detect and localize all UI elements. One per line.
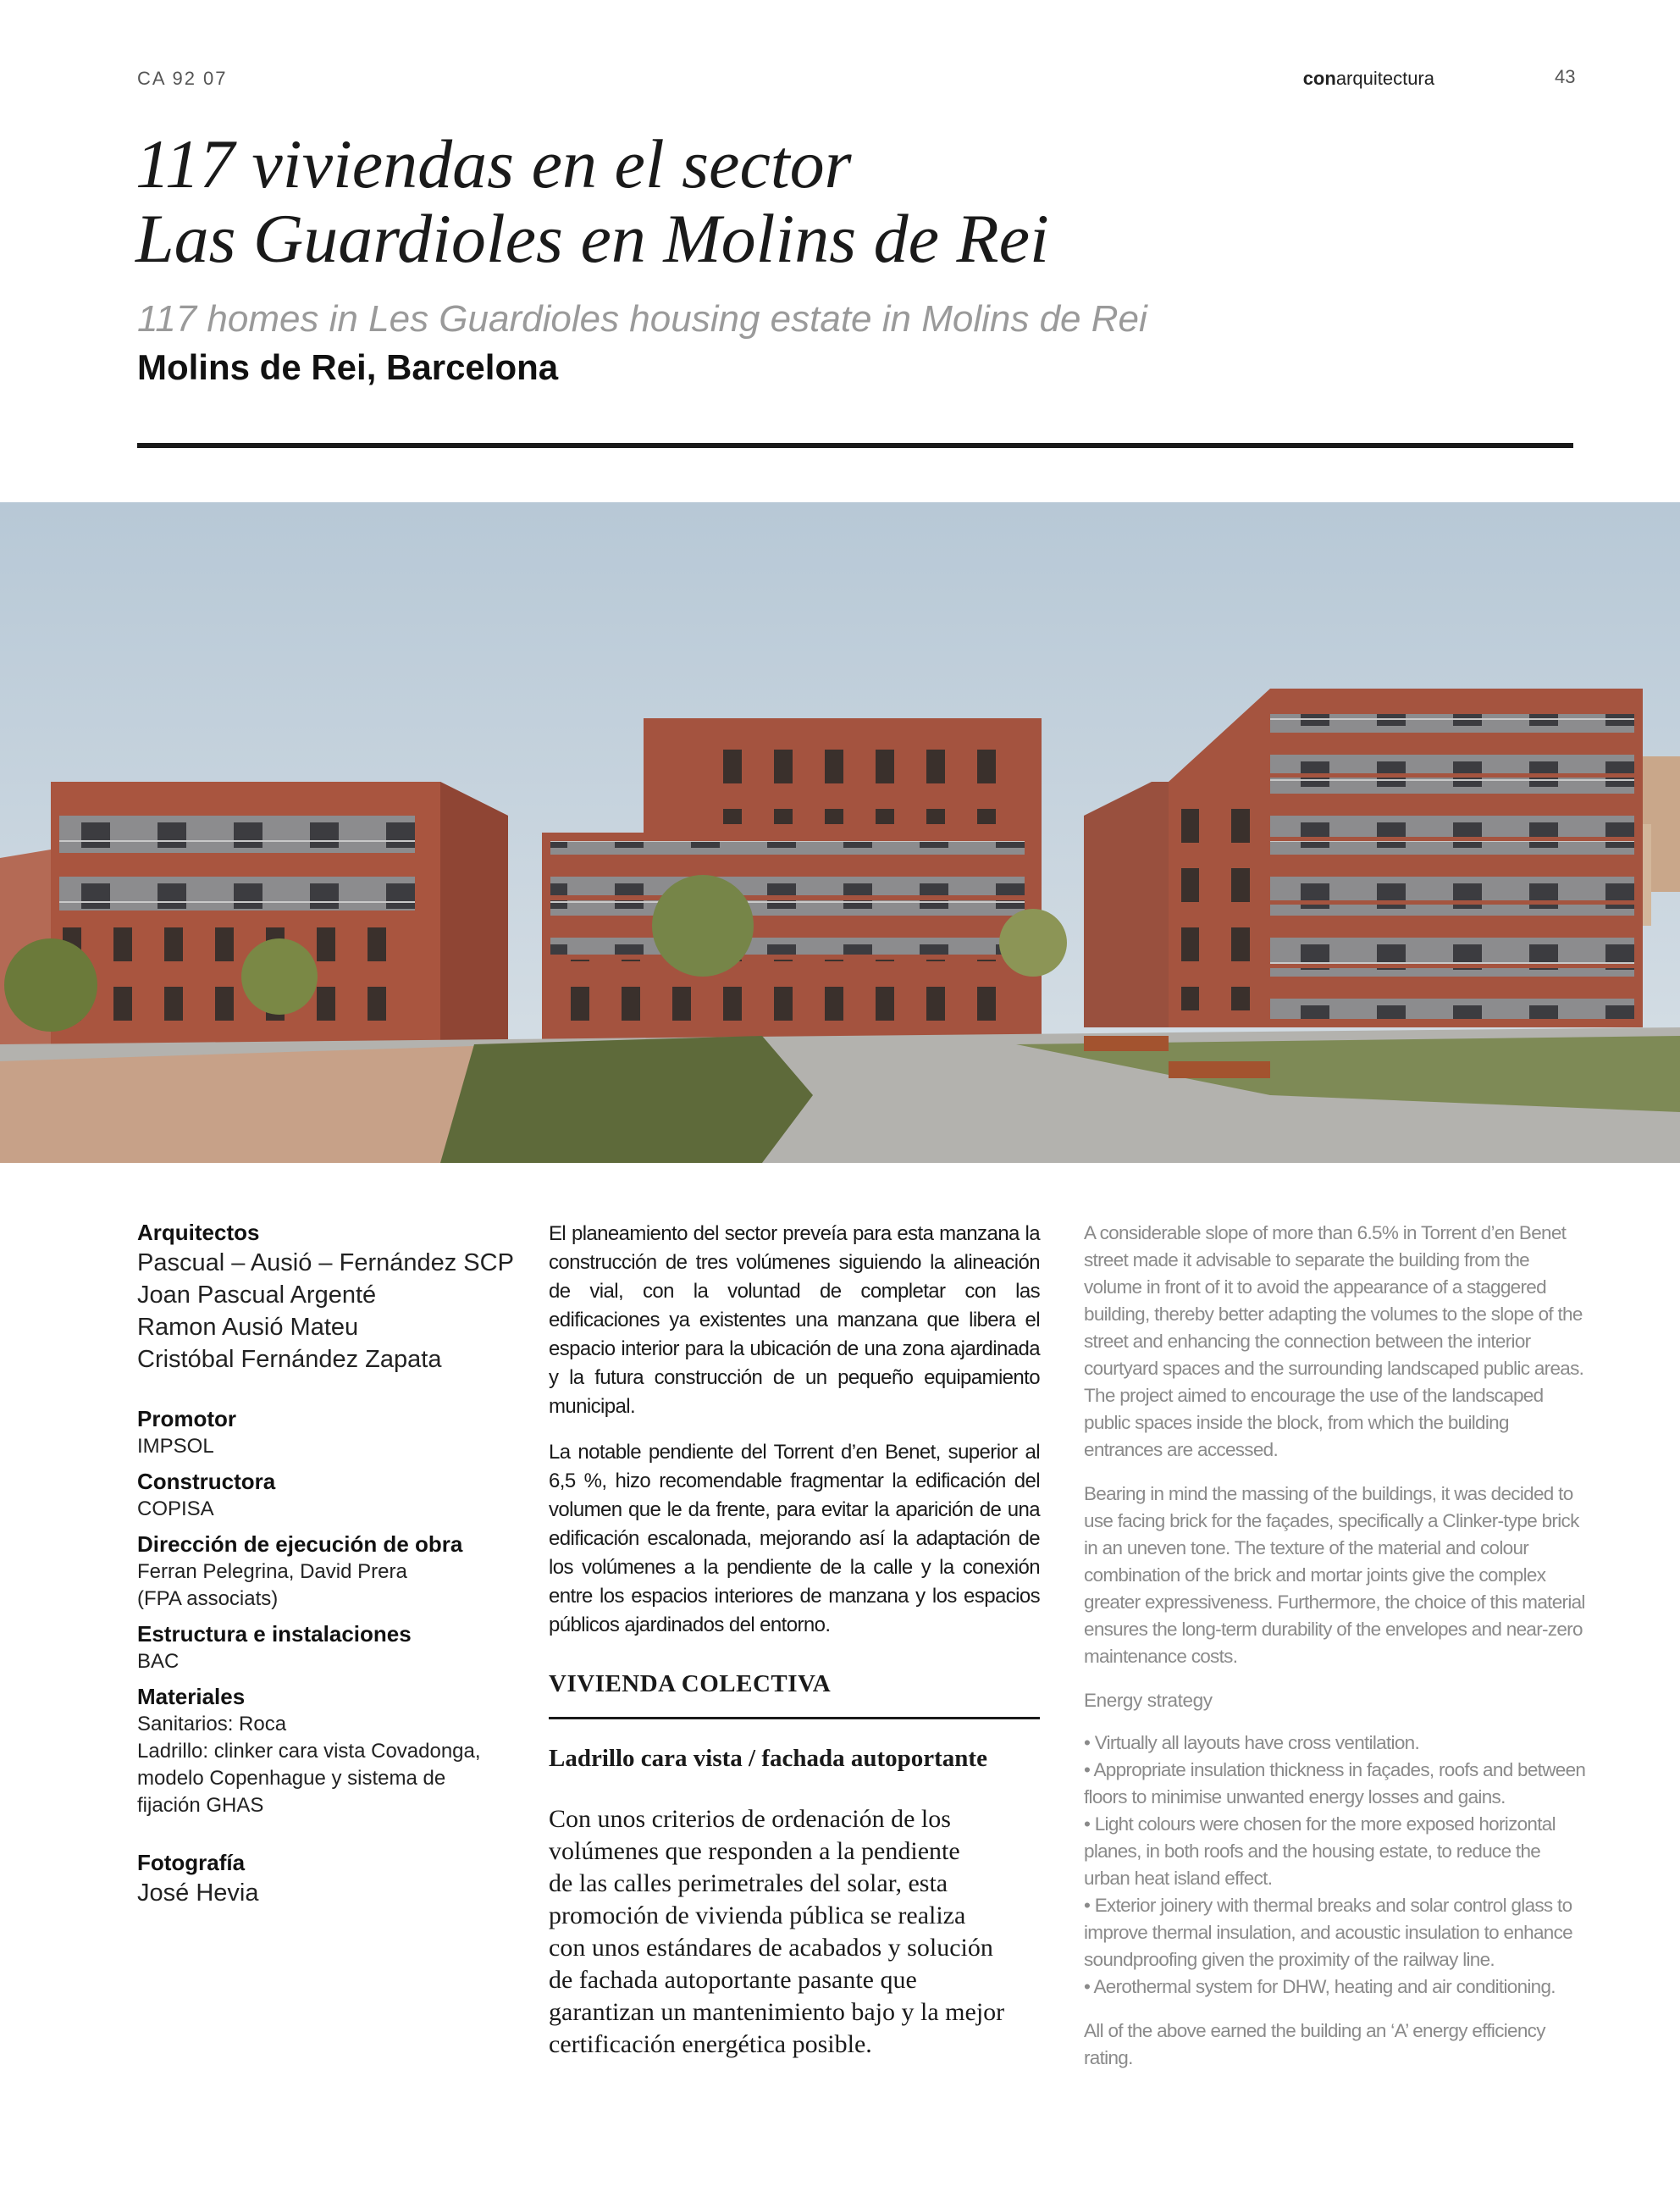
energy-bullet: • Appropriate insulation thickness in façades, roofs and between floors to minimise unwanted energy losses and gains. [1084, 1759, 1586, 1807]
spanish-serif-body [549, 1803, 1040, 2061]
materials-line: Sanitarios: Roca [137, 1713, 287, 1735]
article-location: Molins de Rei, Barcelona [137, 347, 559, 387]
building-photo-illustration [0, 502, 1680, 1163]
title-line-1: 117 viviendas en el sector [135, 125, 852, 202]
section-heading: VIVIENDA COLECTIVA [549, 1670, 832, 1697]
body-line: certificación energética posible. [549, 2030, 872, 2058]
brand-rest: arquitectura [1335, 68, 1434, 89]
body-line: de las calles perimetrales del solar, esta [549, 1869, 948, 1897]
english-paragraph-3: All of the above earned the building an ‘A’ energy efficiency rating. [1084, 2020, 1545, 2068]
materials-line: modelo Copenhague y sistema de [137, 1767, 446, 1790]
page-number: 43 [1555, 66, 1576, 87]
body-line: con unos estándares de acabados y solución [549, 1934, 993, 1962]
spanish-column [549, 1220, 1040, 2061]
materials-line: fijación GHAS [137, 1794, 264, 1817]
energy-bullet: • Virtually all layouts have cross ventilation. [1084, 1732, 1420, 1753]
energy-bullet: • Aerothermal system for DHW, heating and air conditioning. [1084, 1976, 1556, 1997]
spanish-paragraph-2: La notable pendiente del Torrent d’en Benet, superior al 6,5 %, hizo recomendable fragmentar la edificación del volumen que le da frente, para evitar la aparición de una edificación escalonada, mejorando así la adaptación de los volúmenes a la pendiente de la calle y la conexión entre los espacios interiores de manzana y los espacios públicos ajardinados del entorno. [549, 1441, 1040, 1636]
english-paragraph-2: Bearing in mind the massing of the buildings, it was decided to use facing brick for the façades, specifically a Clinker-type brick in an uneven tone. The texture of the material and colour combination of the brick and mortar joints give the complex greater expressiveness. Furthermore, the choice of this material ensures the long-term durability of the envelopes and near-zero maintenance costs. [1084, 1483, 1585, 1667]
energy-bullet: • Light colours were chosen for the more exposed horizontal planes, in both roofs and the housing estate, to reduce the urban heat island effect. [1084, 1813, 1556, 1889]
body-line: de fachada autoportante pasante que [549, 1966, 917, 1994]
brand-bold: con [1302, 68, 1336, 89]
direction-label: Dirección de ejecución de obra [137, 1531, 463, 1557]
structure-value: BAC [137, 1650, 180, 1673]
body-line: promoción de vivienda pública se realiza [549, 1901, 966, 1929]
article-title [135, 127, 1575, 276]
promoter-label: Promotor [137, 1406, 236, 1431]
section-divider [549, 1717, 1040, 1719]
direction-value: Ferran Pelegrina, David Prera [137, 1560, 407, 1583]
energy-strategy-label: Energy strategy [1084, 1690, 1213, 1711]
body-line: volúmenes que responden a la pendiente [549, 1837, 960, 1865]
sub-heading: Ladrillo cara vista / fachada autoportante [549, 1745, 987, 1772]
body-line: Con unos criterios de ordenación de los [549, 1805, 951, 1833]
architects-label: Arquitectos [137, 1220, 260, 1245]
architect-name: Cristóbal Fernández Zapata [137, 1346, 442, 1373]
energy-bullet-list [1084, 1730, 1587, 2001]
direction-value: (FPA associats) [137, 1587, 279, 1610]
architect-name: Ramon Ausió Mateu [137, 1314, 359, 1341]
body-line: garantizan un mantenimiento bajo y la mejor [549, 1998, 1005, 2026]
magazine-brand [1303, 68, 1434, 90]
photography-label: Fotografía [137, 1850, 246, 1875]
credits-column [137, 1218, 535, 1909]
issue-number: CA 92 07 [137, 68, 228, 89]
english-paragraph-1: A considerable slope of more than 6.5% in Torrent d’en Benet street made it advisable to separate the building from the volume in front of it to avoid the appearance of a staggered building, thereby better adapting the volumes to the slope of the street and enhancing the connection between the interior courtyard spaces and the surrounding landscaped public areas. The project aimed to encourage the use of the landscaped public spaces inside the block, from which the building entrances are accessed. [1084, 1222, 1584, 1460]
photographer-name: José Hevia [137, 1879, 259, 1907]
builder-label: Constructora [137, 1469, 276, 1494]
building-photo [0, 502, 1680, 1163]
title-line-2: Las Guardioles en Molins de Rei [135, 200, 1049, 277]
architect-name: Joan Pascual Argenté [137, 1281, 377, 1309]
promoter-value: IMPSOL [137, 1435, 214, 1458]
builder-value: COPISA [137, 1497, 214, 1520]
materials-label: Materiales [137, 1684, 246, 1709]
architect-name: Pascual – Ausió – Fernández SCP [137, 1249, 514, 1276]
title-divider [137, 443, 1573, 448]
energy-bullet: • Exterior joinery with thermal breaks and solar control glass to improve thermal insulation, and acoustic insulation to enhance soundproofing given the proximity of the railway line. [1084, 1895, 1572, 1970]
article-subtitle: 117 homes in Les Guardioles housing estate in Molins de Rei [137, 298, 1147, 340]
structure-label: Estructura e instalaciones [137, 1621, 412, 1647]
materials-line: Ladrillo: clinker cara vista Covadonga, [137, 1740, 481, 1763]
spanish-paragraph-1: El planeamiento del sector preveía para esta manzana la construcción de tres volúmenes siguiendo la alineación de vial, con la voluntad de completar con las edificaciones ya existentes una manzana que libera el espacio interior para la ubicación de una zona ajardinada y la futura construcción de un pequeño equipamiento municipal. [549, 1222, 1040, 1418]
english-column [1084, 1220, 1587, 2089]
